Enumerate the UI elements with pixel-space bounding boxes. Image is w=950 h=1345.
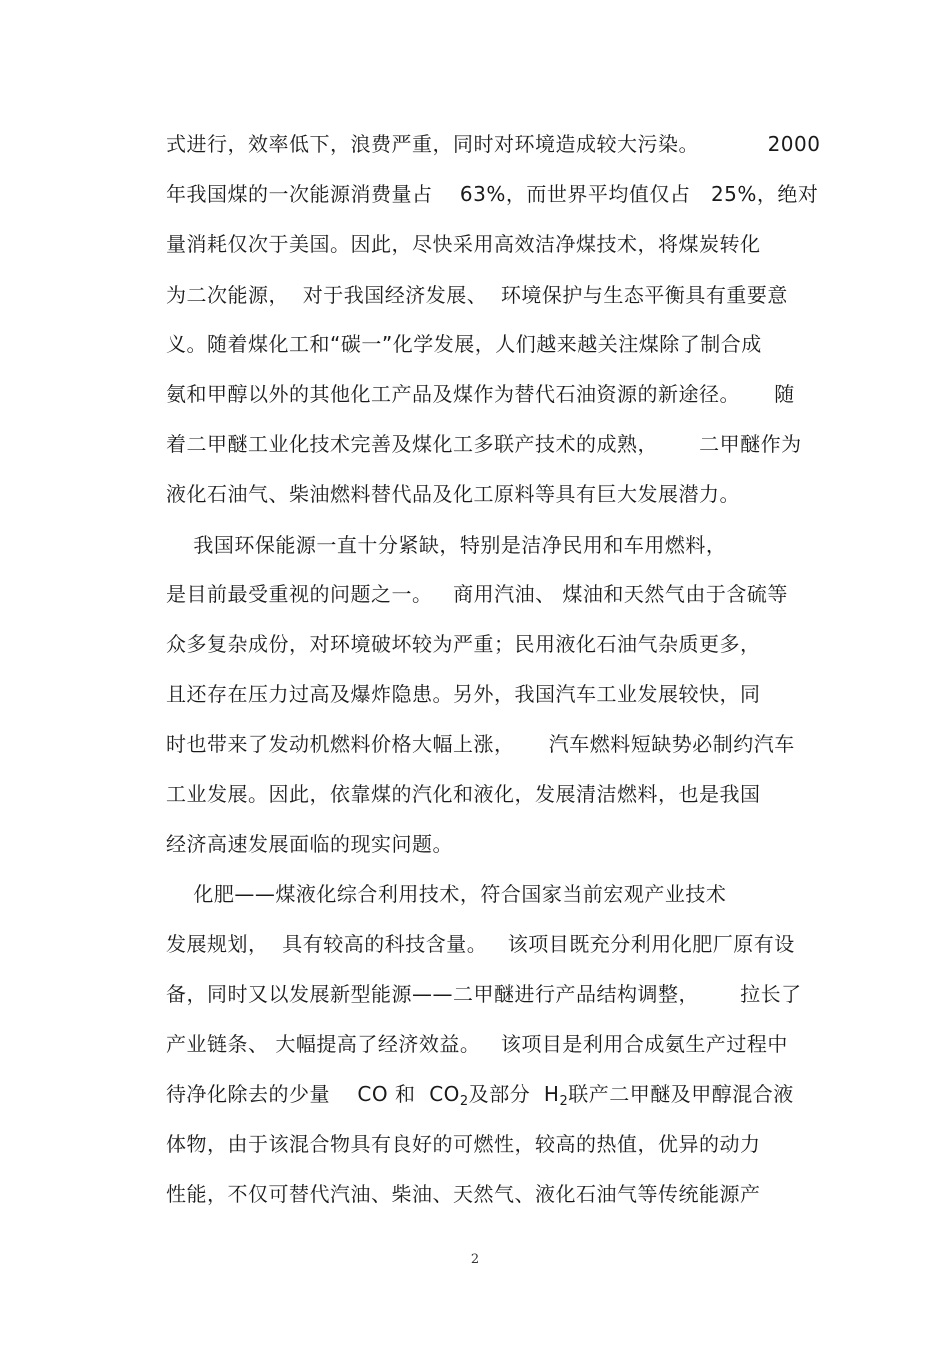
text-line: 时也带来了发动机燃料价格大幅上涨， 汽车燃料短缺势必制约汽车	[166, 732, 795, 756]
text-line: 式进行，效率低下，浪费严重，同时对环境造成较大污染。 2000	[166, 132, 821, 156]
text-line: 义。随着煤化工和“碳一”化学发展，人们越来越关注煤除了制合成	[166, 332, 762, 356]
text-line: 产业链条、 大幅提高了经济效益。 该项目是利用合成氨生产过程中	[166, 1032, 788, 1056]
page-number: 2	[470, 1252, 480, 1267]
text-line: 经济高速发展面临的现实问题。	[166, 832, 453, 856]
text-line: 我国环保能源一直十分紧缺，特别是洁净民用和车用燃料，	[166, 533, 727, 557]
text-line: 氨和甲醇以外的其他化工产品及煤作为替代石油资源的新途径。 随	[166, 382, 795, 406]
text-line: 化肥——煤液化综合利用技术，符合国家当前宏观产业技术	[166, 882, 727, 906]
text-line: 为二次能源， 对于我国经济发展、 环境保护与生态平衡具有重要意	[166, 283, 788, 307]
text-line: 备，同时又以发展新型能源——二甲醚进行产品结构调整， 拉长了	[166, 982, 802, 1006]
text-line: 液化石油气、柴油燃料替代品及化工原料等具有巨大发展潜力。	[166, 482, 740, 506]
text-line: 性能，不仅可替代汽油、柴油、天然气、液化石油气等传统能源产	[166, 1182, 761, 1206]
text-line: 工业发展。因此，依靠煤的汽化和液化，发展清洁燃料，也是我国	[166, 782, 761, 806]
text-line: 众多复杂成份，对环境破坏较为严重；民用液化石油气杂质更多，	[166, 632, 761, 656]
text-line: 且还存在压力过高及爆炸隐患。另外，我国汽车工业发展较快，同	[166, 682, 761, 706]
text-line-with-subscripts: 待净化除去的少量 CO 和 $CO_2$及部分 $H_2$联产二甲醚及甲醇混合液	[166, 1082, 794, 1109]
text-line: 年我国煤的一次能源消费量占 63%，而世界平均值仅占 25%，绝对	[166, 182, 819, 206]
text-line: 量消耗仅次于美国。因此，尽快采用高效洁净煤技术，将煤炭转化	[166, 232, 761, 256]
text-line: 是目前最受重视的问题之一。 商用汽油、 煤油和天然气由于含硫等	[166, 582, 788, 606]
text-line: 体物，由于该混合物具有良好的可燃性，较高的热值，优异的动力	[166, 1132, 761, 1156]
text-line: 发展规划， 具有较高的科技含量。 该项目既充分利用化肥厂原有设	[166, 932, 795, 956]
text-line: 着二甲醚工业化技术完善及煤化工多联产技术的成熟， 二甲醚作为	[166, 432, 802, 456]
